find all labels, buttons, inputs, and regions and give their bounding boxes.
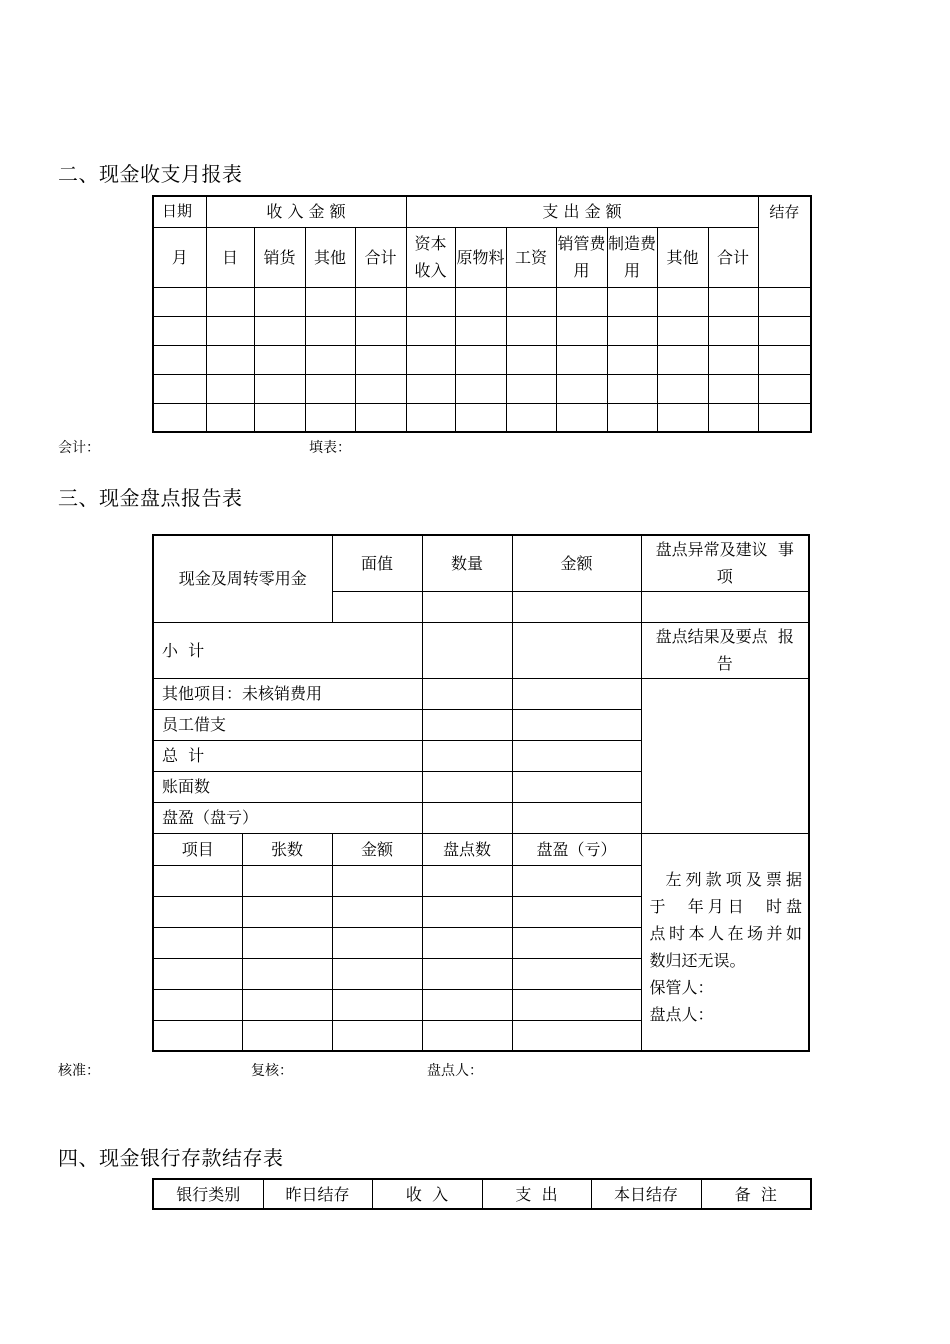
- employee-loan-label: 员工借支: [153, 709, 422, 740]
- cell[interactable]: [556, 345, 607, 374]
- cell[interactable]: [455, 316, 506, 345]
- cell[interactable]: [206, 403, 254, 432]
- cell[interactable]: [641, 591, 809, 622]
- cell[interactable]: [332, 1020, 422, 1051]
- remarks-header: 备 注: [701, 1179, 811, 1209]
- cell[interactable]: [422, 989, 512, 1020]
- statement-line: 数归还无误。: [649, 950, 746, 970]
- book-amount-label: 账面数: [153, 771, 422, 802]
- cell[interactable]: [607, 374, 657, 403]
- cell[interactable]: [512, 740, 641, 771]
- anomaly-header: [641, 535, 809, 591]
- keeper-label: 保管人：: [649, 977, 714, 997]
- receipts-header: 收 入: [372, 1179, 482, 1209]
- cell[interactable]: [708, 374, 758, 403]
- cell[interactable]: [332, 989, 422, 1020]
- cell[interactable]: [305, 403, 355, 432]
- cell[interactable]: [512, 709, 641, 740]
- manufacturing-expense-header: [607, 227, 657, 287]
- cell[interactable]: [305, 345, 355, 374]
- balance-header: 结存: [758, 196, 811, 287]
- cell[interactable]: [242, 1020, 332, 1051]
- cell[interactable]: [332, 865, 422, 896]
- cell[interactable]: [556, 403, 607, 432]
- cell[interactable]: [758, 316, 811, 345]
- selling-expense-header: [556, 227, 607, 287]
- cell[interactable]: [406, 345, 455, 374]
- cell[interactable]: [607, 287, 657, 316]
- cell[interactable]: [422, 678, 512, 709]
- cell[interactable]: [254, 403, 305, 432]
- cell[interactable]: [512, 927, 641, 958]
- month-header: 月: [153, 227, 206, 287]
- cell[interactable]: [506, 316, 556, 345]
- income-sales-header: 销货: [254, 227, 305, 287]
- total-label: 总 计: [153, 740, 422, 771]
- cell[interactable]: [758, 345, 811, 374]
- cell[interactable]: [506, 403, 556, 432]
- cell[interactable]: [506, 345, 556, 374]
- cell[interactable]: [355, 287, 406, 316]
- selling-line2: 用: [573, 261, 590, 280]
- cell[interactable]: [305, 316, 355, 345]
- table-row: [153, 403, 811, 432]
- cell[interactable]: [206, 316, 254, 345]
- filler-label: 填表：: [309, 440, 351, 456]
- cell[interactable]: [242, 927, 332, 958]
- result-header: [641, 622, 809, 678]
- cell[interactable]: [153, 958, 242, 989]
- cell[interactable]: [332, 591, 422, 622]
- expense-other-header: 其他: [657, 227, 708, 287]
- cell[interactable]: [422, 958, 512, 989]
- monthly-cash-table: [152, 195, 812, 433]
- cell[interactable]: [758, 374, 811, 403]
- cell[interactable]: [254, 345, 305, 374]
- subtotal-label: 小 计: [153, 622, 422, 678]
- cell[interactable]: [153, 374, 206, 403]
- income-other-header: 其他: [305, 227, 355, 287]
- day-header: 日: [206, 227, 254, 287]
- cell[interactable]: [512, 896, 641, 927]
- cell[interactable]: [512, 958, 641, 989]
- cell[interactable]: [355, 374, 406, 403]
- mfg-line1: 制造费: [608, 234, 657, 253]
- expense-amount-header: 支 出 金 额: [406, 196, 758, 227]
- cell[interactable]: [153, 896, 242, 927]
- cell[interactable]: [556, 374, 607, 403]
- cell[interactable]: [153, 1020, 242, 1051]
- cell[interactable]: [512, 771, 641, 802]
- surplus-header: 盘盈（亏）: [512, 833, 641, 865]
- bottom-amount-header: 金额: [332, 833, 422, 865]
- cell[interactable]: [422, 771, 512, 802]
- result-line2: 告: [716, 654, 733, 673]
- capital-line1: 资本: [414, 234, 447, 253]
- cell[interactable]: [153, 403, 206, 432]
- amount-header: 金额: [512, 535, 641, 591]
- cell[interactable]: [506, 287, 556, 316]
- counter-sign-label: 盘点人：: [649, 1004, 714, 1024]
- cell[interactable]: [242, 958, 332, 989]
- cell[interactable]: [607, 403, 657, 432]
- counter-label: 盘点人：: [427, 1063, 483, 1079]
- capital-line2: 收入: [414, 261, 447, 280]
- cell[interactable]: [556, 316, 607, 345]
- cell[interactable]: [206, 287, 254, 316]
- cell[interactable]: [406, 403, 455, 432]
- cell[interactable]: [455, 403, 506, 432]
- bank-balance-table: [152, 1178, 812, 1210]
- cell[interactable]: [422, 740, 512, 771]
- cell[interactable]: [607, 345, 657, 374]
- cell[interactable]: [422, 865, 512, 896]
- cell[interactable]: [657, 403, 708, 432]
- cell[interactable]: [556, 287, 607, 316]
- cell[interactable]: [206, 374, 254, 403]
- cell[interactable]: [406, 316, 455, 345]
- statement-line: 左列款项及票据: [665, 869, 803, 889]
- cell[interactable]: [422, 1020, 512, 1051]
- selling-line1: 销管费: [557, 234, 606, 253]
- cell[interactable]: [512, 865, 641, 896]
- result-line1: 盘点结果及要点 报: [655, 627, 794, 646]
- cell[interactable]: [455, 374, 506, 403]
- cell[interactable]: [657, 316, 708, 345]
- prev-balance-header: 昨日结存: [263, 1179, 372, 1209]
- income-total-header: 合计: [355, 227, 406, 287]
- cell[interactable]: [708, 403, 758, 432]
- cell[interactable]: [153, 865, 242, 896]
- cell[interactable]: [332, 927, 422, 958]
- cell[interactable]: [242, 865, 332, 896]
- cell[interactable]: [422, 896, 512, 927]
- cell[interactable]: [332, 958, 422, 989]
- cell[interactable]: [422, 591, 512, 622]
- income-amount-header: 收 入 金 额: [206, 196, 406, 227]
- count-header: 张数: [242, 833, 332, 865]
- table-row: [153, 316, 811, 345]
- cell[interactable]: [657, 374, 708, 403]
- cell[interactable]: [758, 287, 811, 316]
- counted-header: 盘点数: [422, 833, 512, 865]
- cell[interactable]: [657, 287, 708, 316]
- cell[interactable]: [512, 1020, 641, 1051]
- cell[interactable]: [422, 622, 512, 678]
- cell[interactable]: [153, 927, 242, 958]
- statement-line: 于 年月日 时盘: [649, 896, 803, 916]
- cell[interactable]: [512, 622, 641, 678]
- mfg-line2: 用: [624, 261, 641, 280]
- cell[interactable]: [607, 316, 657, 345]
- cell[interactable]: [512, 989, 641, 1020]
- cell[interactable]: [657, 345, 708, 374]
- cell[interactable]: [512, 678, 641, 709]
- cell[interactable]: [305, 374, 355, 403]
- other-items-label: 其他项目：未核销费用: [153, 678, 422, 709]
- cell[interactable]: [708, 345, 758, 374]
- cell[interactable]: [242, 896, 332, 927]
- cell[interactable]: [355, 316, 406, 345]
- section-heading-monthly-report: 二、现金收支月报表: [58, 162, 243, 186]
- cell[interactable]: [153, 345, 206, 374]
- cell[interactable]: [153, 989, 242, 1020]
- custody-statement: [641, 833, 809, 1051]
- table-row: [153, 345, 811, 374]
- quantity-header: 数量: [422, 535, 512, 591]
- capital-income-header: [406, 227, 455, 287]
- section-heading-bank-balance: 四、现金银行存款结存表: [58, 1146, 284, 1170]
- cell[interactable]: [242, 989, 332, 1020]
- cell[interactable]: [422, 709, 512, 740]
- surplus-label: 盘盈（盘亏）: [153, 802, 422, 833]
- cell[interactable]: [708, 287, 758, 316]
- accountant-label: 会计：: [58, 440, 100, 456]
- table-row: [153, 287, 811, 316]
- cell[interactable]: [455, 287, 506, 316]
- cell[interactable]: [422, 927, 512, 958]
- today-balance-header: 本日结存: [591, 1179, 701, 1209]
- cell[interactable]: [512, 591, 641, 622]
- approve-label: 核准：: [58, 1063, 100, 1079]
- table-row: [153, 374, 811, 403]
- anomaly-line2: 项: [716, 567, 733, 587]
- cell[interactable]: [355, 345, 406, 374]
- cell[interactable]: [254, 374, 305, 403]
- cell[interactable]: [254, 316, 305, 345]
- cell[interactable]: [758, 403, 811, 432]
- payments-header: 支 出: [482, 1179, 591, 1209]
- cell[interactable]: [506, 374, 556, 403]
- cell[interactable]: [406, 287, 455, 316]
- cell[interactable]: [512, 802, 641, 833]
- cash-count-table: [152, 534, 810, 1052]
- cell[interactable]: [708, 316, 758, 345]
- materials-header: 原物料: [455, 227, 506, 287]
- cell[interactable]: [153, 316, 206, 345]
- cell[interactable]: [153, 287, 206, 316]
- cell[interactable]: [254, 287, 305, 316]
- review-label: 复核：: [251, 1063, 293, 1079]
- cell[interactable]: [406, 374, 455, 403]
- cell[interactable]: [455, 345, 506, 374]
- item-header: 项目: [153, 833, 242, 865]
- cell[interactable]: [355, 403, 406, 432]
- statement-line: 点时本人在场并如: [649, 923, 803, 943]
- cell[interactable]: [305, 287, 355, 316]
- face-value-header: 面值: [332, 535, 422, 591]
- date-header: 日期: [153, 196, 206, 227]
- expense-total-header: 合计: [708, 227, 758, 287]
- anomaly-line1: 盘点异常及建议 事: [655, 540, 794, 560]
- bank-type-header: 银行类别: [153, 1179, 263, 1209]
- result-content-cell[interactable]: [641, 678, 809, 833]
- section-heading-cash-count: 三、现金盘点报告表: [58, 486, 243, 510]
- cash-fund-label: 现金及周转零用金: [153, 535, 332, 622]
- cell[interactable]: [206, 345, 254, 374]
- cell[interactable]: [332, 896, 422, 927]
- cell[interactable]: [422, 802, 512, 833]
- wages-header: 工资: [506, 227, 556, 287]
